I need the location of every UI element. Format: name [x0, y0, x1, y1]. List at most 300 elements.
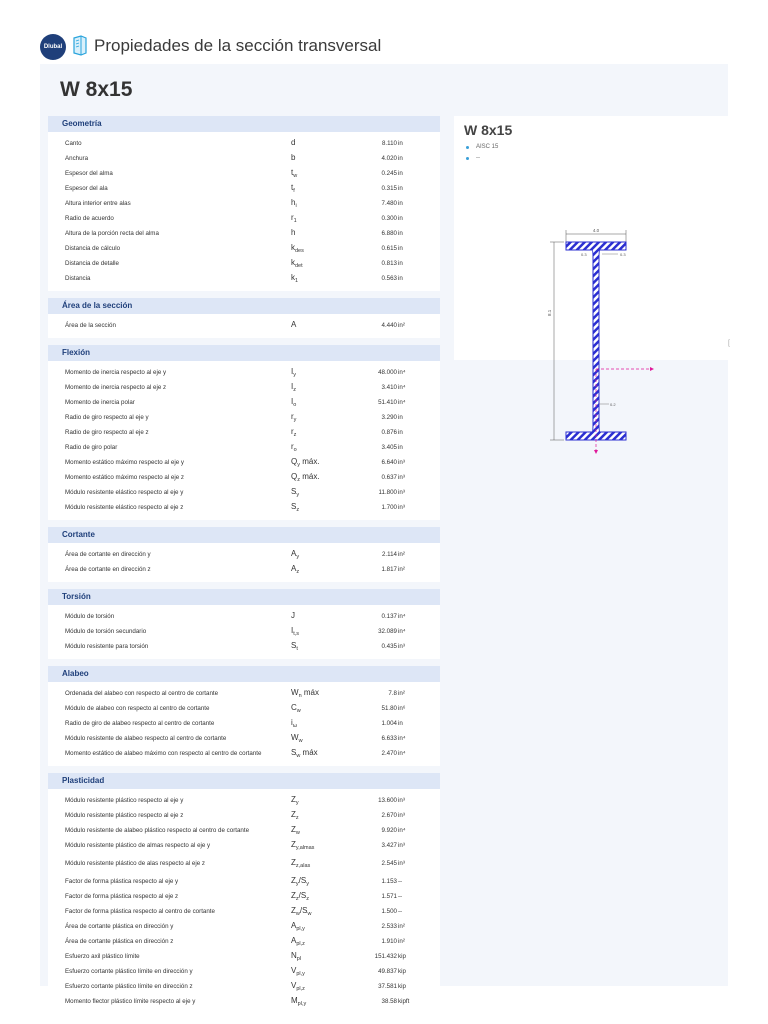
- property-description: Distancia: [65, 275, 91, 282]
- group-header: Plasticidad: [48, 773, 440, 789]
- preview-info-list: [466, 144, 498, 166]
- property-symbol: [291, 718, 297, 729]
- property-value: 51.80: [381, 705, 397, 712]
- table-row: [48, 964, 440, 979]
- property-value: 6.640: [381, 459, 397, 466]
- table-row: [48, 701, 440, 716]
- group-header: Geometría: [48, 116, 440, 132]
- group-spacer: [48, 291, 440, 298]
- table-row: [48, 949, 440, 964]
- property-description: Factor de forma plástica respecto al eje z: [65, 893, 179, 900]
- property-value: 4.440: [381, 322, 397, 329]
- symbol-subscript: des: [295, 248, 304, 254]
- property-description: Radio de giro polar: [65, 444, 118, 451]
- property-value: 0.637: [381, 474, 397, 481]
- table-row: [48, 425, 440, 440]
- symbol-base: t: [291, 168, 294, 177]
- group-header: Torsión: [48, 589, 440, 605]
- table-row: [48, 547, 440, 562]
- symbol-base: I: [291, 367, 294, 376]
- property-symbol: [291, 810, 299, 821]
- cross-section-book-icon: [72, 35, 88, 55]
- property-value: 2.470: [381, 750, 397, 757]
- symbol-subscript: w: [296, 708, 301, 714]
- property-value: 3.405: [381, 444, 397, 451]
- property-unit: in: [398, 155, 403, 162]
- property-symbol: [291, 258, 303, 269]
- property-unit: in³: [398, 812, 405, 819]
- property-description: Momento flector plástico límite respecto al eje y: [65, 998, 196, 1005]
- property-description: Módulo resistente elástico respecto al eje z: [65, 504, 184, 511]
- symbol-suffix: /S: [298, 891, 307, 900]
- symbol-subscript: pl,y: [297, 1001, 307, 1007]
- property-unit: in³: [398, 860, 405, 867]
- symbol-base: Q: [291, 472, 298, 481]
- property-unit: in: [398, 720, 403, 727]
- symbol-base: Z: [291, 906, 296, 915]
- property-symbol: [291, 733, 303, 744]
- symbol-subscript: o: [293, 402, 297, 408]
- property-value: 6.880: [381, 230, 397, 237]
- symbol-base: Z: [291, 795, 296, 804]
- property-description: Área de cortante plástica en dirección z: [65, 938, 174, 945]
- property-value: 2.670: [381, 812, 397, 819]
- symbol-base: N: [291, 951, 297, 960]
- property-value: 7.8: [388, 690, 397, 697]
- property-description: Momento de inercia respecto al eje z: [65, 384, 167, 391]
- property-description: Factor de forma plástica respecto al centro de cortante: [65, 908, 215, 915]
- property-unit: in³: [398, 474, 405, 481]
- symbol-subscript: w: [307, 911, 312, 917]
- property-value: 0.435: [381, 643, 397, 650]
- dim-height-label: 8.1: [547, 309, 552, 316]
- group-header: Área de la sección: [48, 298, 440, 314]
- symbol-subscript: f: [293, 188, 295, 194]
- property-value: 0.245: [381, 170, 397, 177]
- property-unit: in: [398, 185, 403, 192]
- property-symbol: [291, 906, 311, 917]
- property-description: Área de cortante en dirección y: [65, 551, 151, 558]
- table-row: [48, 440, 440, 455]
- property-symbol: [291, 981, 305, 992]
- property-description: Altura de la porción recta del alma: [65, 230, 159, 237]
- property-value: 9.920: [381, 827, 397, 834]
- property-unit: in²: [398, 938, 405, 945]
- property-symbol: [291, 213, 297, 224]
- property-unit: in: [398, 429, 403, 436]
- property-unit: in³: [398, 504, 405, 511]
- symbol-base: i: [291, 718, 293, 727]
- table-row: [48, 151, 440, 166]
- property-description: Distancia de cálculo: [65, 245, 121, 252]
- property-symbol: [291, 382, 296, 393]
- section-name: W 8x15: [60, 78, 133, 101]
- table-row: [48, 934, 440, 949]
- property-unit: in: [398, 140, 403, 147]
- property-description: Espesor del alma: [65, 170, 113, 177]
- property-description: Distancia de detalle: [65, 260, 120, 267]
- property-value: 32.089: [378, 628, 397, 635]
- symbol-subscript: det: [295, 263, 303, 269]
- property-description: Módulo de torsión secundario: [65, 628, 147, 635]
- symbol-subscript: o: [293, 447, 297, 453]
- property-description: Módulo resistente elástico respecto al eje y: [65, 489, 184, 496]
- property-symbol: [291, 457, 320, 468]
- property-description: Esfuerzo cortante plástico límite en dirección y: [65, 968, 193, 975]
- table-row: [48, 624, 440, 639]
- property-unit: in³: [398, 643, 405, 650]
- property-symbol: [291, 966, 305, 977]
- table-row: [48, 485, 440, 500]
- property-symbol: [291, 427, 296, 438]
- property-value: 0.137: [381, 613, 397, 620]
- property-value: 11.800: [378, 489, 397, 496]
- property-description: Módulo de alabeo con respecto al centro de cortante: [65, 705, 210, 712]
- symbol-base: V: [291, 966, 297, 975]
- symbol-subscript: y: [306, 881, 309, 887]
- table-row: [48, 994, 440, 1009]
- property-value: 51.410: [378, 399, 397, 406]
- page-title: Propiedades de la sección transversal: [94, 36, 382, 55]
- property-unit: in: [398, 414, 403, 421]
- symbol-base: A: [291, 564, 297, 573]
- preview-info-item: AISC 15: [466, 144, 498, 155]
- table-row: [48, 609, 440, 624]
- property-value: 151.432: [374, 953, 397, 960]
- symbol-base: C: [291, 703, 297, 712]
- property-symbol: [291, 367, 296, 378]
- group-header: Flexión: [48, 345, 440, 361]
- property-description: Área de la sección: [65, 322, 116, 329]
- dim-r-label: 0.3: [620, 252, 626, 257]
- group-spacer: [48, 582, 440, 589]
- table-row: [48, 470, 440, 485]
- property-description: Área de cortante en dirección z: [65, 566, 151, 573]
- property-unit: kip: [398, 953, 406, 960]
- property-description: Módulo resistente plástico respecto al eje y: [65, 797, 184, 804]
- symbol-base: S: [291, 641, 297, 650]
- symbol-subscript: z: [295, 896, 299, 902]
- property-value: 0.813: [381, 260, 397, 267]
- property-symbol: [291, 951, 301, 962]
- property-unit: kipft: [398, 998, 410, 1005]
- symbol-base: Z: [291, 810, 296, 819]
- symbol-subscript: 1: [295, 278, 299, 284]
- property-symbol: [291, 564, 299, 575]
- group-rows: [48, 543, 440, 582]
- property-value: 8.110: [381, 140, 397, 147]
- table-row: [48, 746, 440, 761]
- symbol-subscript: z: [293, 432, 297, 438]
- property-symbol: [291, 641, 298, 652]
- symbol-subscript: y: [296, 554, 300, 560]
- symbol-base: I: [291, 626, 294, 635]
- symbol-base: A: [291, 320, 297, 329]
- table-row: [48, 166, 440, 181]
- property-unit: in⁴: [398, 827, 406, 834]
- table-row: [48, 919, 440, 934]
- table-row: [48, 874, 440, 889]
- property-symbol: [291, 412, 296, 423]
- properties-table: [48, 116, 440, 1014]
- table-row: [48, 211, 440, 226]
- symbol-subscript: y: [295, 800, 299, 806]
- table-row: [48, 856, 440, 874]
- property-value: 1.700: [381, 504, 397, 511]
- property-description: Esfuerzo cortante plástico límite en dirección z: [65, 983, 193, 990]
- main-content: [40, 64, 730, 1007]
- symbol-base: Z: [291, 876, 296, 885]
- property-symbol: [291, 611, 295, 620]
- symbol-suffix: máx.: [299, 457, 320, 466]
- property-unit: in²: [398, 690, 405, 697]
- property-value: 1.004: [381, 720, 397, 727]
- property-symbol: [291, 795, 299, 806]
- property-description: Anchura: [65, 155, 89, 162]
- property-description: Radio de giro respecto al eje z: [65, 429, 149, 436]
- panel-edge-marker: [: [728, 340, 730, 347]
- property-value: 6.633: [381, 735, 397, 742]
- page-header: [0, 0, 768, 62]
- property-symbol: [291, 320, 296, 329]
- symbol-base: k: [291, 243, 295, 252]
- symbol-base: J: [291, 611, 295, 620]
- table-row: [48, 256, 440, 271]
- symbol-subscript: y: [296, 492, 300, 498]
- table-row: [48, 793, 440, 808]
- property-symbol: [291, 153, 295, 162]
- group-rows: [48, 605, 440, 659]
- property-symbol: [291, 183, 295, 194]
- property-value: 38.58: [381, 998, 397, 1005]
- property-value: 1.817: [381, 566, 397, 573]
- property-value: 0.300: [381, 215, 397, 222]
- symbol-subscript: w: [298, 738, 303, 744]
- symbol-subscript: y: [293, 372, 296, 378]
- property-value: 0.315: [381, 185, 397, 192]
- property-unit: in⁴: [398, 750, 406, 757]
- group-spacer: [48, 766, 440, 773]
- symbol-subscript: 1: [293, 218, 297, 224]
- property-unit: in⁴: [398, 613, 406, 620]
- property-value: 1.910: [381, 938, 397, 945]
- symbol-base: h: [291, 228, 296, 237]
- symbol-base: M: [291, 996, 298, 1005]
- property-symbol: [291, 748, 318, 759]
- symbol-base: W: [291, 733, 299, 742]
- property-description: Radio de giro de alabeo respecto al centro de cortante: [65, 720, 215, 727]
- property-unit: in³: [398, 459, 405, 466]
- symbol-subscript: w: [296, 753, 301, 759]
- table-row: [48, 380, 440, 395]
- property-symbol: [291, 996, 306, 1007]
- property-unit: in: [398, 275, 403, 282]
- property-description: Radio de giro respecto al eje y: [65, 414, 149, 421]
- table-row: [48, 318, 440, 333]
- symbol-base: W: [291, 688, 299, 697]
- property-unit: in³: [398, 489, 405, 496]
- property-value: 48.000: [378, 369, 397, 376]
- property-unit: in: [398, 170, 403, 177]
- property-symbol: [291, 858, 310, 869]
- group-rows: [48, 132, 440, 291]
- property-symbol: [291, 273, 298, 284]
- dim-tw-label: 0.2: [610, 402, 616, 407]
- table-row: [48, 241, 440, 256]
- symbol-subscript: ω: [292, 723, 298, 729]
- property-description: Momento estático máximo respecto al eje y: [65, 459, 184, 466]
- group-spacer: [48, 520, 440, 527]
- property-description: Área de cortante plástica en dirección y: [65, 923, 174, 930]
- table-row: [48, 838, 440, 856]
- property-unit: kip: [398, 983, 406, 990]
- symbol-base: I: [291, 382, 294, 391]
- property-symbol: [291, 626, 299, 637]
- symbol-base: Z: [291, 858, 296, 867]
- symbol-subscript: w: [295, 830, 300, 836]
- symbol-subscript: z,alas: [295, 863, 311, 869]
- property-unit: in⁴: [398, 735, 406, 742]
- symbol-subscript: t: [296, 646, 298, 652]
- property-value: 7.480: [381, 200, 397, 207]
- property-description: Ordenada del alabeo con respecto al centro de cortante: [65, 690, 219, 697]
- property-symbol: [291, 397, 296, 408]
- dim-width-label: 4.0: [592, 228, 600, 233]
- symbol-base: r: [291, 427, 294, 436]
- property-value: 49.837: [378, 968, 397, 975]
- property-symbol: [291, 825, 300, 836]
- property-description: Módulo resistente de alabeo respecto al centro de cortante: [65, 735, 227, 742]
- property-unit: in²: [398, 551, 405, 558]
- symbol-base: b: [291, 153, 296, 162]
- property-symbol: [291, 502, 299, 513]
- property-value: 0.876: [381, 429, 397, 436]
- property-value: 2.545: [381, 860, 397, 867]
- symbol-base: Z: [291, 891, 296, 900]
- table-row: [48, 562, 440, 577]
- symbol-subscript: y,almas: [295, 845, 315, 851]
- table-row: [48, 686, 440, 701]
- symbol-base: Q: [291, 457, 298, 466]
- property-unit: in: [398, 200, 403, 207]
- property-unit: --: [398, 908, 403, 915]
- property-unit: in: [398, 230, 403, 237]
- table-row: [48, 889, 440, 904]
- table-row: [48, 226, 440, 241]
- symbol-base: V: [291, 981, 297, 990]
- property-value: 1.153: [381, 878, 397, 885]
- property-unit: in²: [398, 566, 405, 573]
- symbol-subscript: z: [295, 815, 299, 821]
- group-spacer: [48, 659, 440, 666]
- symbol-subscript: w: [293, 173, 298, 179]
- property-symbol: [291, 549, 299, 560]
- symbol-base: t: [291, 183, 294, 192]
- property-unit: in⁴: [398, 628, 406, 635]
- table-row: [48, 181, 440, 196]
- property-unit: in⁴: [398, 399, 406, 406]
- symbol-base: r: [291, 442, 294, 451]
- property-description: Radio de acuerdo: [65, 215, 114, 222]
- property-unit: in²: [398, 923, 405, 930]
- property-symbol: [291, 688, 319, 699]
- symbol-base: r: [291, 412, 294, 421]
- property-unit: in: [398, 444, 403, 451]
- property-value: 4.020: [381, 155, 397, 162]
- property-value: 3.427: [381, 842, 397, 849]
- group-header: Cortante: [48, 527, 440, 543]
- symbol-subscript: z: [296, 507, 300, 513]
- group-rows: [48, 314, 440, 338]
- symbol-subscript: y: [297, 462, 300, 468]
- property-value: 0.563: [381, 275, 397, 282]
- group-spacer: [48, 338, 440, 345]
- table-row: [48, 455, 440, 470]
- group-rows: [48, 789, 440, 1014]
- table-row: [48, 823, 440, 838]
- table-row: [48, 271, 440, 286]
- property-symbol: [291, 891, 309, 902]
- property-description: Momento de inercia respecto al eje y: [65, 369, 167, 376]
- property-symbol: [291, 168, 297, 179]
- property-value: 2.533: [381, 923, 397, 930]
- symbol-subscript: n: [298, 693, 302, 699]
- symbol-suffix: /S: [299, 906, 308, 915]
- symbol-subscript: pl,y: [296, 971, 305, 977]
- property-description: Momento de inercia polar: [65, 399, 135, 406]
- property-description: Espesor del ala: [65, 185, 108, 192]
- property-unit: in³: [398, 842, 405, 849]
- property-value: 2.114: [381, 551, 397, 558]
- z-axis-arrow-icon: [594, 450, 598, 454]
- symbol-subscript: pl: [296, 956, 302, 962]
- symbol-subscript: y: [293, 417, 297, 423]
- property-unit: kip: [398, 968, 406, 975]
- property-unit: in⁴: [398, 369, 406, 376]
- property-value: 3.410: [381, 384, 397, 391]
- property-description: Módulo resistente plástico de alas respecto al eje z: [65, 860, 205, 867]
- property-value: 3.290: [381, 414, 397, 421]
- preview-info-item: --: [466, 155, 498, 166]
- property-description: Módulo resistente de alabeo plástico respecto al centro de cortante: [65, 827, 250, 834]
- property-symbol: [291, 876, 309, 887]
- property-description: Factor de forma plástica respecto al eje y: [65, 878, 179, 885]
- symbol-base: S: [291, 502, 297, 511]
- property-symbol: [291, 442, 297, 453]
- group-rows: [48, 682, 440, 766]
- symbol-base: h: [291, 198, 296, 207]
- symbol-base: Z: [291, 840, 296, 849]
- property-unit: in⁴: [398, 384, 406, 391]
- symbol-base: A: [291, 936, 297, 945]
- property-description: Momento estático de alabeo máximo con respecto al centro de cortante: [65, 750, 262, 757]
- property-description: Módulo de torsión: [65, 613, 115, 620]
- symbol-subscript: pl,z: [296, 941, 305, 947]
- dlubal-logo: Dlubal: [40, 34, 66, 60]
- property-unit: in³: [398, 797, 405, 804]
- symbol-subscript: z: [296, 569, 300, 575]
- property-description: Módulo resistente plástico de almas respecto al eje y: [65, 842, 211, 849]
- symbol-base: S: [291, 748, 297, 757]
- symbol-base: I: [291, 397, 294, 406]
- symbol-subscript: z: [293, 387, 296, 393]
- property-symbol: [291, 487, 299, 498]
- property-unit: in²: [398, 322, 405, 329]
- table-row: [48, 731, 440, 746]
- symbol-suffix: máx.: [299, 472, 320, 481]
- dim-tf-label: 0.3: [581, 252, 587, 257]
- property-unit: --: [398, 893, 403, 900]
